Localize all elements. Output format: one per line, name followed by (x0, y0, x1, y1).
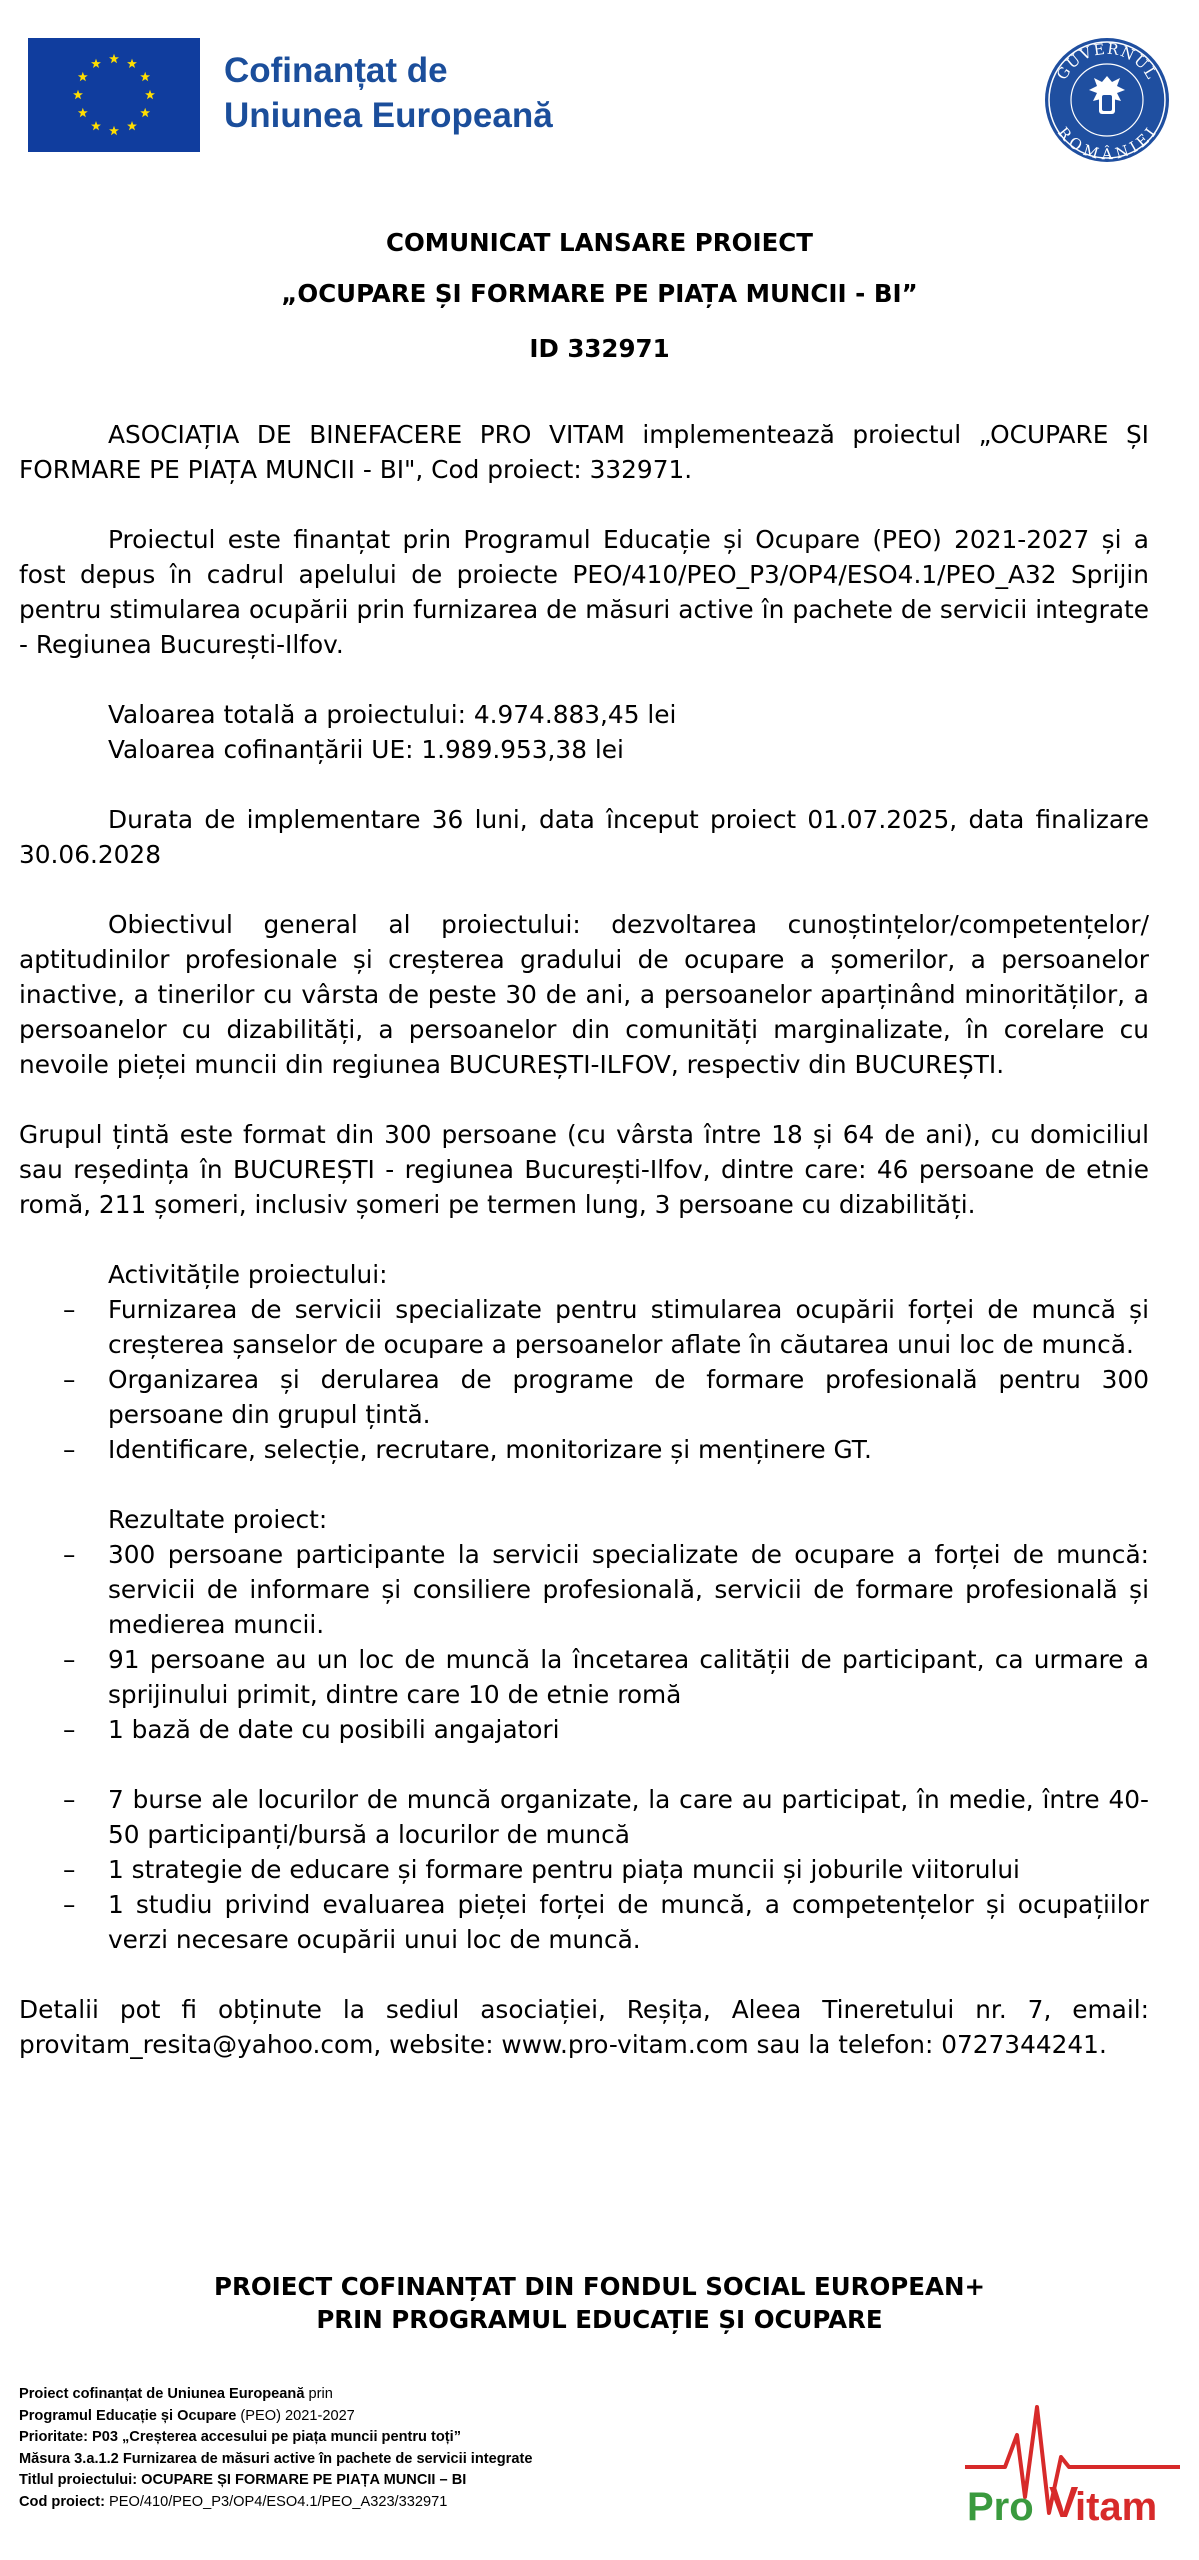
eu-flag-icon (28, 38, 200, 152)
svg-text:Pro: Pro (967, 2485, 1034, 2529)
intro-paragraph: ASOCIAȚIA DE BINEFACERE PRO VITAM implementează proiectul „OCUPARE ȘI FORMARE PE PIAȚA MUNCII - BI", Cod proiect: 332971. (19, 420, 1149, 484)
provitam-logo (965, 2405, 1180, 2535)
list-item: – 1 bază de date cu posibili angajatori (63, 1715, 560, 1744)
list-item: – 1 studiu privind evaluarea pieței forței de muncă, a competențelor și ocupațiilor verzi necesare ocupării unui loc de muncă. (63, 1890, 1149, 1954)
info-line: Titlul proiectului: OCUPARE ȘI FORMARE PE PIAȚA MUNCII – BI (19, 2472, 467, 2489)
project-name-title: „OCUPARE ȘI FORMARE PE PIAȚA MUNCII - BI” (281, 279, 918, 308)
svg-text:ROMÂNIEI: ROMÂNIEI (1053, 123, 1161, 164)
document-title: COMUNICAT LANSARE PROIECT (386, 228, 813, 257)
activities-heading: Activitățile proiectului: (108, 1260, 388, 1289)
results-list-continued (19, 1782, 1149, 1957)
document-body (19, 417, 1149, 2062)
eu-line-1: Cofinanțat de (224, 51, 448, 90)
eu-cofinancing-label (224, 48, 553, 138)
eu-value-line: Valoarea cofinanțării UE: 1.989.953,38 lei (108, 735, 624, 764)
list-item: – 1 strategie de educare și formare pentru piața muncii și joburile viitorului (63, 1855, 1020, 1884)
info-line: Prioritate: P03 „Creșterea accesului pe piața muncii pentru toți” (19, 2429, 461, 2446)
list-item: – Furnizarea de servicii specializate pentru stimularea ocupării forței de muncă și creșterea șanselor de ocupare a persoanelor aflate în căutarea unui loc de muncă. (63, 1295, 1149, 1359)
duration-paragraph: Durata de implementare 36 luni, data început proiect 01.07.2025, data finalizare 30.06.2028 (19, 805, 1149, 869)
list-item: – 91 persoane au un loc de muncă la încetarea calității de participant, ca urmare a sprijinului primit, dintre care 10 de etnie romă (63, 1645, 1149, 1709)
results-heading: Rezultate proiect: (108, 1505, 328, 1534)
cofinancing-statement (0, 2270, 1199, 2336)
info-line: Cod proiect: PEO/410/PEO_P3/OP4/ESO4.1/PEO_A323/332971 (19, 2493, 448, 2510)
list-item: – Identificare, selecție, recrutare, monitorizare și menținere GT. (63, 1435, 872, 1464)
objective-paragraph: Obiectivul general al proiectului: dezvoltarea cunoștințelor/competențelor/ aptitudinilor profesionale și creșterea gradului de ocupare a șomerilor, a persoanelor inactive, a tinerilor cu vârsta de peste 30 de ani, a persoanelor aparținând minorităților, a persoanelor cu dizabilități, a persoanelor din comunități marginalizate, în corelare cu nevoile pieței muncii din regiunea BUCUREȘTI-ILFOV, respectiv din BUCUREȘTI. (19, 910, 1149, 1079)
list-item: – 300 persoane participante la servicii specializate de ocupare a forței de muncă: servicii de informare și consiliere profesională, servicii de formare profesională și medierea muncii. (63, 1540, 1149, 1639)
funding-paragraph: Proiectul este finanțat prin Programul Educație și Ocupare (PEO) 2021-2027 și a fost depus în cadrul apelului de proiecte PEO/410/PEO_P3/OP4/ESO4.1/PEO_A32 Sprijin pentru stimularea ocupării prin furnizarea de măsuri active în pachete de servicii integrate - Regiunea București-Ilfov. (19, 525, 1149, 659)
info-line: Proiect cofinanțat de Uniunea Europeană prin (19, 2386, 333, 2402)
cofinancing-line-2: PRIN PROGRAMUL EDUCAȚIE ȘI OCUPARE (316, 2305, 883, 2334)
contact-paragraph: Detalii pot fi obținute la sediul asociației, Reșița, Aleea Tineretului nr. 7, email: provitam_resita@yahoo.com, website: www.pro-vitam.com sau la telefon: 0727344241. (19, 1995, 1149, 2059)
list-item: – Organizarea și derularea de programe de formare profesională pentru 300 persoane din grupul țintă. (63, 1365, 1149, 1429)
svg-text:GUVERNUL: GUVERNUL (1052, 39, 1162, 84)
list-item: – 7 burse ale locurilor de muncă organizate, la care au participat, în medie, între 40-50 participanți/bursă a locurilor de muncă (63, 1785, 1149, 1849)
info-line: Programul Educație și Ocupare (PEO) 2021-2027 (19, 2407, 355, 2424)
svg-text:itam: itam (1075, 2485, 1158, 2529)
svg-text:V: V (1049, 2478, 1079, 2527)
government-seal-icon (1043, 36, 1171, 164)
info-line: Măsura 3.a.1.2 Furnizarea de măsuri active în pachete de servicii integrate (19, 2450, 533, 2467)
project-info-block (19, 2384, 532, 2514)
activities-list (19, 1292, 1149, 1467)
project-id-title: ID 332971 (529, 334, 670, 363)
cofinancing-line-1: PROIECT COFINANȚAT DIN FONDUL SOCIAL EUROPEAN+ (214, 2272, 985, 2301)
eu-line-2: Uniunea Europeană (224, 96, 553, 135)
target-group-paragraph: Grupul țintă este format din 300 persoane (cu vârsta între 18 și 64 de ani), cu domiciliul sau reședința în BUCUREȘTI - regiunea București-Ilfov, dintre care: 46 persoane de etnie romă, 211 șomeri, inclusiv șomeri pe termen lung, 3 persoane cu dizabilități. (19, 1120, 1149, 1219)
page-header (28, 36, 1171, 166)
results-list (19, 1537, 1149, 1747)
total-value-line: Valoarea totală a proiectului: 4.974.883,45 lei (108, 700, 677, 729)
